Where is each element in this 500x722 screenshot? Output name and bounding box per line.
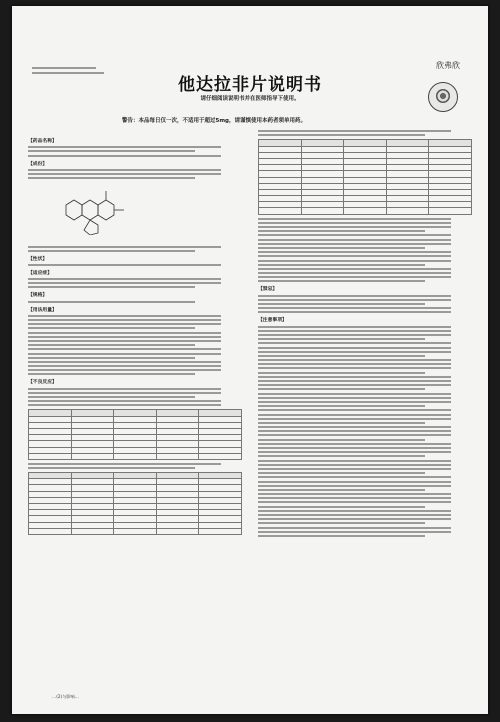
section-heading: 【成份】 <box>28 161 48 167</box>
section-heading: 【适应症】 <box>28 270 52 276</box>
right-column <box>258 128 472 539</box>
adverse-reactions-table <box>28 409 242 460</box>
section-heading: 【药品名称】 <box>28 139 57 144</box>
incidence-table <box>258 139 472 214</box>
section-heading: 【规格】 <box>28 293 48 299</box>
section-heading: 【注意事项】 <box>258 318 287 324</box>
document-title: 他达拉非片说明书 <box>178 75 322 95</box>
chemical-structure-diagram <box>58 185 128 235</box>
section-heading: 【禁忌】 <box>258 287 278 293</box>
brand-mark: 欣弗欣 <box>436 61 460 70</box>
left-column <box>28 134 242 538</box>
section-heading: 【性状】 <box>28 256 48 262</box>
section-heading: 【用法用量】 <box>28 307 57 313</box>
section-heading: 【不良反应】 <box>28 380 57 386</box>
document-subtitle: 请仔细阅读说明书并在医师指导下使用。 <box>200 96 300 102</box>
leaflet-sheet <box>12 6 488 714</box>
warning-banner: 警告：本品每日仅一次，不适用于超过5mg，请谨慎使用本药者须单用药。 <box>122 118 306 124</box>
adverse-reactions-table-2 <box>28 472 242 535</box>
footer-note: …(2)与影响… <box>52 694 79 699</box>
